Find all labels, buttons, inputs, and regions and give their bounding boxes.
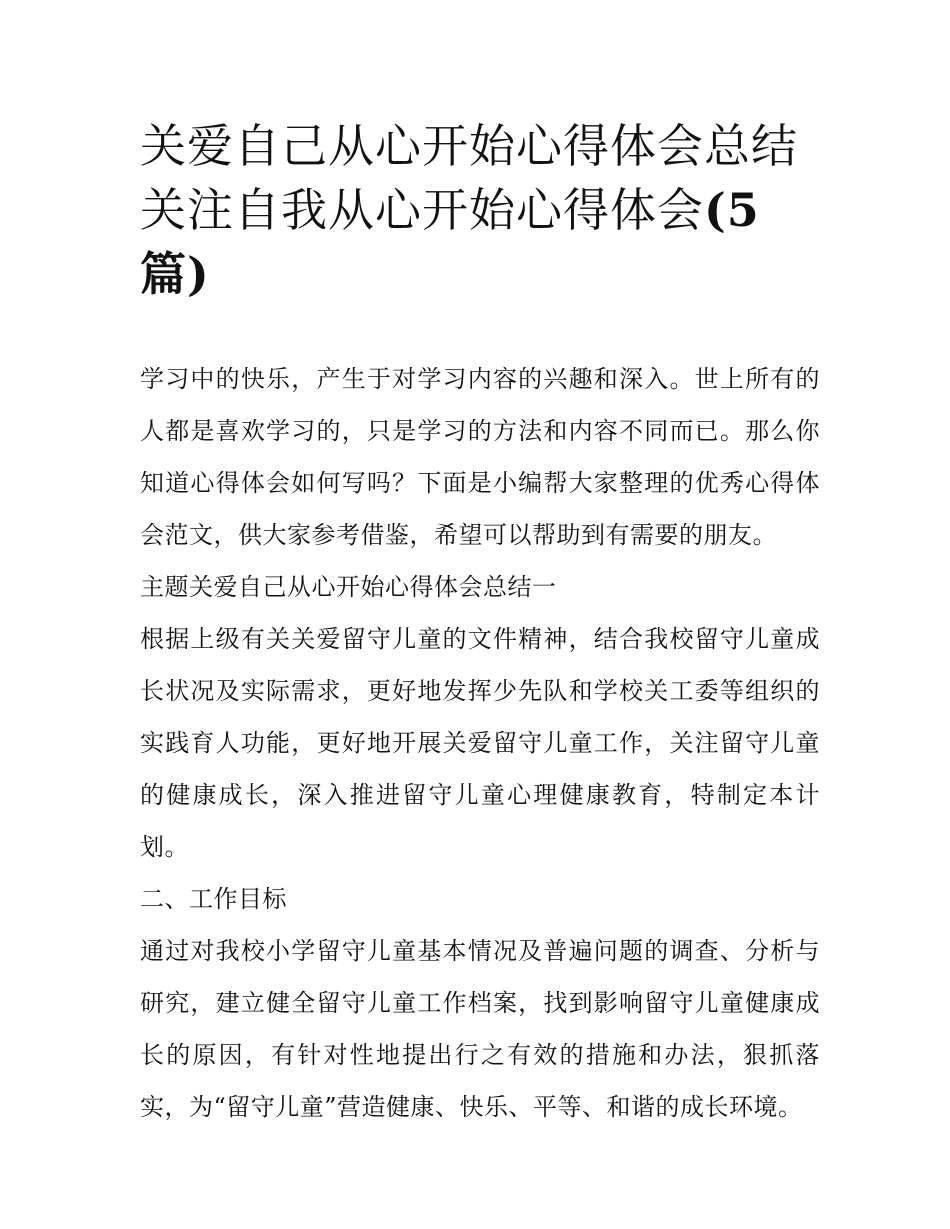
plan-paragraph: 根据上级有关关爱留守儿童的文件精神，结合我校留守儿童成长状况及实际需求，更好地发挥少先队和学校关工委等组织的实践育人功能，更好地开展关爱留守儿童工作，关注留守儿童的健康成长，深入推进留守儿童心理健康教育，特制定本计划。 xyxy=(140,625,820,861)
document-title xyxy=(140,114,820,306)
section-heading-one: 主题关爱自己从心开始心得体会总结一 xyxy=(140,573,557,601)
section-heading-goals: 二、工作目标 xyxy=(140,885,287,913)
intro-paragraph: 学习中的快乐，产生于对学习内容的兴趣和深入。世上所有的人都是喜欢学习的，只是学习的方法和内容不同而已。那么你知道心得体会如何写吗？下面是小编帮大家整理的优秀心得体会范文，供大家参考借鉴，希望可以帮助到有需要的朋友。 xyxy=(140,365,820,549)
goals-paragraph: 通过对我校小学留守儿童基本情况及普遍问题的调查、分析与研究，建立健全留守儿童工作档案，找到影响留守儿童健康成长的原因，有针对性地提出行之有效的措施和办法，狠抓落实，为“留守儿童”营造健康、快乐、平等、和谐的成长环境。 xyxy=(140,937,820,1121)
document-body xyxy=(140,353,820,1133)
title-count: (5篇) xyxy=(140,183,760,301)
title-text: 关爱自己从心开始心得体会总结 关注自我从心开始心得体会 xyxy=(140,119,798,237)
